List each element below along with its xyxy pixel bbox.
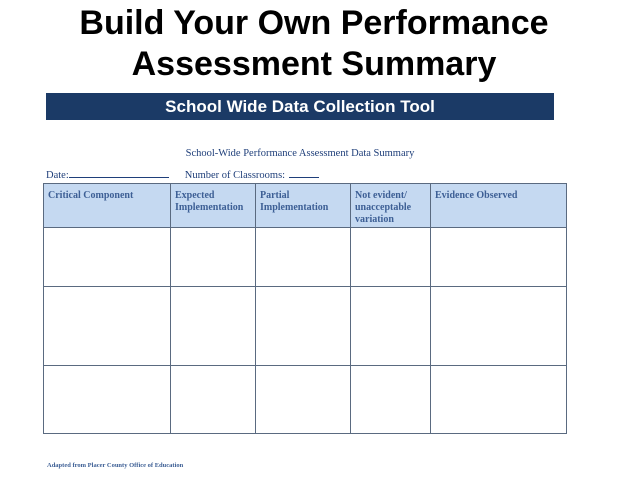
table-row xyxy=(44,366,567,434)
column-header: Not evident/ unacceptable variation xyxy=(351,184,431,228)
form-title: School-Wide Performance Assessment Data Summary xyxy=(185,148,415,159)
table-cell[interactable] xyxy=(256,366,351,434)
table-cell[interactable] xyxy=(351,366,431,434)
table-cell[interactable] xyxy=(351,287,431,366)
table-cell[interactable] xyxy=(171,228,256,287)
table-cell[interactable] xyxy=(431,287,567,366)
table-cell[interactable] xyxy=(431,366,567,434)
slide-title-line-2: Assessment Summary xyxy=(131,45,497,83)
column-header: Expected Implementation xyxy=(171,184,256,228)
table-cell[interactable] xyxy=(256,287,351,366)
table-cell[interactable] xyxy=(44,228,171,287)
table-cell[interactable] xyxy=(44,287,171,366)
date-label: Date: xyxy=(46,170,69,181)
column-header: Critical Component xyxy=(44,184,171,228)
form-header-fields xyxy=(46,168,319,181)
table-cell[interactable] xyxy=(256,228,351,287)
table-header-row xyxy=(44,184,567,228)
date-blank xyxy=(69,168,169,178)
table-cell[interactable] xyxy=(171,366,256,434)
classrooms-label: Number of Classrooms: xyxy=(184,170,286,181)
table-cell[interactable] xyxy=(171,287,256,366)
source-footnote: Adapted from Placer County Office of Education xyxy=(47,462,184,469)
table-cell[interactable] xyxy=(44,366,171,434)
table-row xyxy=(44,287,567,366)
summary-table xyxy=(43,183,567,434)
section-banner: School Wide Data Collection Tool xyxy=(46,93,554,120)
table-cell[interactable] xyxy=(431,228,567,287)
column-header: Partial Implementation xyxy=(256,184,351,228)
table-row xyxy=(44,228,567,287)
table-cell[interactable] xyxy=(351,228,431,287)
slide-title-line-1: Build Your Own Performance xyxy=(79,4,549,42)
column-header: Evidence Observed xyxy=(431,184,567,228)
classrooms-blank xyxy=(289,168,319,178)
